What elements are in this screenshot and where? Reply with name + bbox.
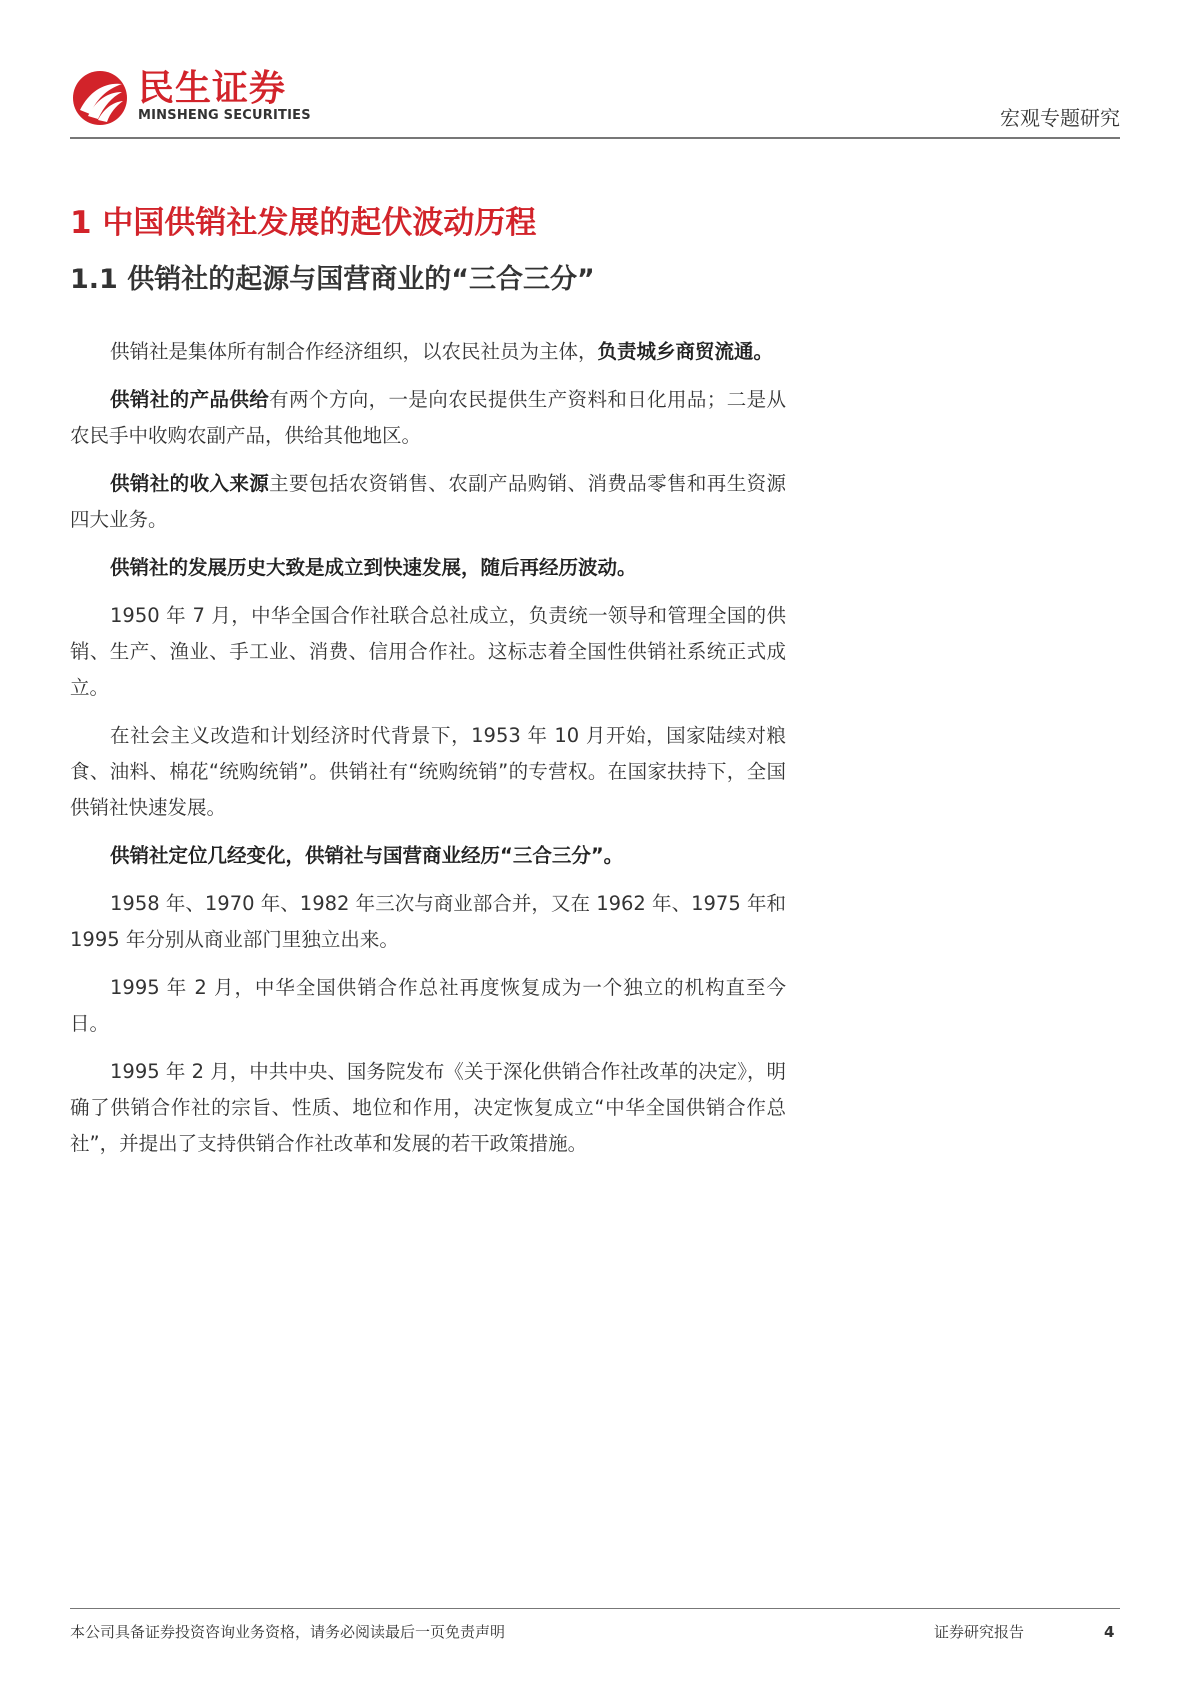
paragraph-text: 1950 年 7 月，中华全国合作社联合总社成立，负责统一领导和管理全国的供销、生产、渔业、手工业、消费、信用合作社。这标志着全国性供销社系统正式成立。 xyxy=(70,604,786,699)
paragraph-text: 供销社是集体所有制合作经济组织，以农民社员为主体， xyxy=(110,340,598,363)
page-header xyxy=(70,62,1120,138)
paragraph xyxy=(70,466,786,538)
paragraph-bold: 负责城乡商贸流通。 xyxy=(597,340,774,363)
paragraph xyxy=(70,598,786,706)
paragraph xyxy=(70,718,786,826)
paragraph-text: 1958 年、1970 年、1982 年三次与商业部合并，又在 1962 年、1975 年和 1995 年分别从商业部门里独立出来。 xyxy=(70,892,786,951)
paragraph-text: 1995 年 2 月，中共中央、国务院发布《关于深化供销合作社改革的决定》，明确了供销合作社的宗旨、性质、地位和作用，决定恢复成立“中华全国供销合作总社”，并提出了支持供销合作社改革和发展的若干政策措施。 xyxy=(70,1060,786,1155)
paragraph-bold: 供销社的发展历史大致是成立到快速发展，随后再经历波动。 xyxy=(110,556,637,579)
paragraph xyxy=(70,550,786,586)
paragraph-text: 有两个方向，一是向农民提供生产资料和日化用品；二是从农民手中收购农副产品，供给其他地区。 xyxy=(70,388,786,447)
paragraph xyxy=(70,886,786,958)
paragraph-text: 在社会主义改造和计划经济时代背景下，1953 年 10 月开始，国家陆续对粮食、油料、棉花“统购统销”。供销社有“统购统销”的专营权。在国家扶持下，全国供销社快速发展。 xyxy=(70,724,786,819)
section-heading: 1 中国供销社发展的起伏波动历程 xyxy=(70,205,537,241)
footer-divider xyxy=(70,1608,1120,1609)
subsection-heading: 1.1 供销社的起源与国营商业的“三合三分” xyxy=(70,264,595,295)
paragraph xyxy=(70,838,786,874)
brand-name-cn: 民生证券 xyxy=(138,68,287,109)
paragraph-bold: 供销社的产品供给 xyxy=(110,388,270,411)
minsheng-logo-icon xyxy=(72,70,128,126)
footer-doc-type: 证券研究报告 xyxy=(934,1623,1025,1641)
report-type: 宏观专题研究 xyxy=(1000,106,1120,130)
paragraph xyxy=(70,970,786,1042)
paragraph-text: 1995 年 2 月，中华全国供销合作总社再度恢复成为一个独立的机构直至今日。 xyxy=(70,976,786,1035)
page-number: 4 xyxy=(1104,1623,1115,1641)
header-divider xyxy=(70,137,1120,139)
body-text xyxy=(70,334,786,1174)
paragraph xyxy=(70,334,786,370)
paragraph-bold: 供销社的收入来源 xyxy=(110,472,270,495)
paragraph-text: 主要包括农资销售、农副产品购销、消费品零售和再生资源四大业务。 xyxy=(70,472,786,531)
paragraph-bold: 供销社定位几经变化，供销社与国营商业经历“三合三分”。 xyxy=(110,844,624,867)
paragraph xyxy=(70,382,786,454)
footer-disclaimer: 本公司具备证券投资咨询业务资格，请务必阅读最后一页免责声明 xyxy=(70,1623,506,1641)
paragraph xyxy=(70,1054,786,1162)
brand-name-en: MINSHENG SECURITIES xyxy=(138,108,311,123)
